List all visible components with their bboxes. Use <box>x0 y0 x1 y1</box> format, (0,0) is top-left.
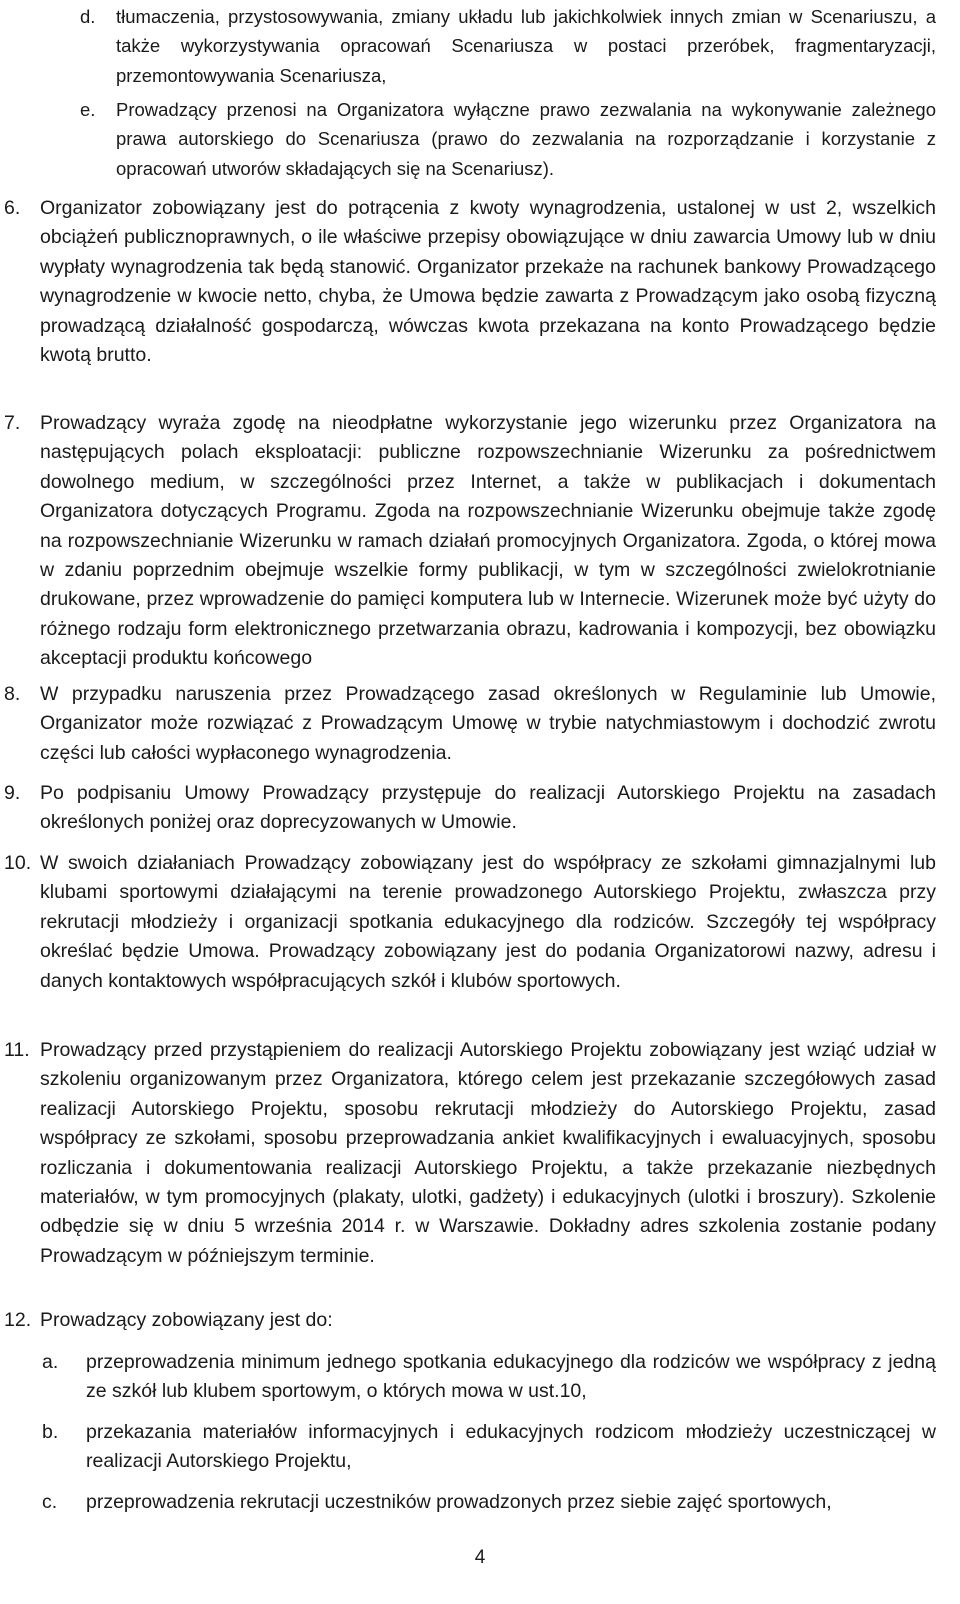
paragraph-text: Prowadzący przed przystąpieniem do realizacji Autorskiego Projektu zobowiązany jest wziąć udział w szkoleniu organizowanym przez Organizatora, którego celem jest przekazanie szczegółowych zasad realizacji Autorskiego Projektu, sposobu rekrutacji młodzieży do Autorskiego Projektu, zasad współpracy ze szkołami, sposobu przeprowadzania ankiet kwalifikacyjnych i ewaluacyjnych, sposobu rozliczania i dokumentowania realizacji Autorskiego Projektu, a także przekazanie niezbędnych materiałów, w tym promocyjnych (plakaty, ulotki, gadżety) i edukacyjnych (ulotki i broszury). Szkolenie odbędzie się w dniu 5 września 2014 r. w Warszawie. Dokładny adres szkolenia zostanie podany Prowadzącym w późniejszym terminie. <box>40 1039 936 1267</box>
list-marker: d. <box>80 6 96 27</box>
paragraph-12 <box>4 1306 936 1335</box>
paragraph-text: Organizator zobowiązany jest do potrącenia z kwoty wynagrodzenia, ustalonej w ust 2, wszelkich obciążeń publicznoprawnych, o ile właściwe przepisy obowiązujące w dniu zawarcia Umowy lub w dniu wypłaty wynagrodzenia tak będą stanowić. Organizator przekaże na rachunek bankowy Prowadzącego wynagrodzenie w kwocie netto, chyba, że Umowa będzie zawarta z Prowadzącym jako osobą fizyczną prowadzącą działalność gospodarczą, wówczas kwota przekazana na konto Prowadzącego będzie kwotą brutto. <box>40 197 936 367</box>
list-marker: e. <box>80 99 96 120</box>
paragraph-7 <box>4 409 936 674</box>
list-item-e <box>80 95 936 183</box>
paragraph-text: Prowadzący wyraża zgodę na nieodpłatne wykorzystanie jego wizerunku przez Organizatora na następujących polach eksploatacji: publiczne rozpowszechnianie Wizerunku za pośrednictwem dowolnego medium, w szczególności przez Internet, a także w publikacjach i dokumentach Organizatora dotyczących Programu. Zgoda na rozpowszechnianie Wizerunku obejmuje także zgodę na rozpowszechnianie Wizerunku w ramach działań promocyjnych Organizatora. Zgoda, o której mowa w zdaniu poprzednim obejmuje wszelkie formy publikacji, w tym w szczególności zwielokrotnianie drukowane, przez wprowadzenie do pamięci komputera lub w Internecie. Wizerunek może być użyty do różnego rodzaju form elektronicznego przetwarzania obrazu, kadrowania i kompozycji, bez obowiązku akceptacji produktu końcowego <box>40 412 936 670</box>
sub-item-text: przekazania materiałów informacyjnych i edukacyjnych rodzicom młodzieży uczestniczącej w realizacji Autorskiego Projektu, <box>86 1421 936 1473</box>
list-text: Prowadzący przenosi na Organizatora wyłączne prawo zezwalania na wykonywanie zależnego prawa autorskiego do Scenariusza (prawo do zezwalania na rozporządzanie i korzystanie z opracowań utworów składających się na Scenariusz). <box>116 99 936 179</box>
paragraph-text: W swoich działaniach Prowadzący zobowiązany jest do współpracy ze szkołami gimnazjalnymi lub klubami sportowymi działającymi na terenie prowadzonego Autorskiego Projektu, zwłaszcza przy rekrutacji młodzieży i organizacji spotkania edukacyjnego dla rodziców. Szczegóły tej współpracy określać będzie Umowa. Prowadzący zobowiązany jest do podania Organizatorowi nazwy, adresu i danych kontaktowych współpracujących szkół i klubów sportowych. <box>40 852 936 992</box>
sub-item-text: przeprowadzenia minimum jednego spotkania edukacyjnego dla rodziców we współpracy z jedną ze szkół lub klubem sportowym, o których mowa w ust.10, <box>86 1351 936 1403</box>
paragraph-11 <box>4 1036 936 1271</box>
paragraph-number: 7. <box>4 412 21 434</box>
paragraph-number: 6. <box>4 197 21 219</box>
sub-item-marker: b. <box>42 1421 59 1443</box>
paragraph-8 <box>4 680 936 768</box>
paragraph-number: 9. <box>4 782 21 804</box>
paragraph-9 <box>4 779 936 838</box>
paragraph-number: 11. <box>4 1039 30 1061</box>
sub-item-text: przeprowadzenia rekrutacji uczestników prowadzonych przez siebie zajęć sportowych, <box>86 1491 832 1513</box>
sub-item-12a <box>42 1348 936 1407</box>
list-item-d <box>80 2 936 90</box>
paragraph-text: Po podpisaniu Umowy Prowadzący przystępuje do realizacji Autorskiego Projektu na zasadach określonych poniżej oraz doprecyzowanych w Umowie. <box>40 782 936 834</box>
sub-item-marker: c. <box>42 1491 58 1513</box>
list-text: tłumaczenia, przystosowywania, zmiany układu lub jakichkolwiek innych zmian w Scenariuszu, a także wykorzystywania opracowań Scenariusza w postaci przeróbek, fragmentaryzacji, przemontowywania Scenariusza, <box>116 6 936 86</box>
paragraph-6 <box>4 194 936 370</box>
paragraph-number: 10. <box>4 852 32 874</box>
paragraph-10 <box>4 849 936 996</box>
paragraph-number: 12. <box>4 1309 32 1331</box>
paragraph-text: W przypadku naruszenia przez Prowadzącego zasad określonych w Regulaminie lub Umowie, Organizator może rozwiązać z Prowadzącym Umowę w trybie natychmiastowym i dochodzić zwrotu części lub całości wypłaconego wynagrodzenia. <box>40 683 936 764</box>
page-number: 4 <box>474 1547 486 1568</box>
sub-item-12b <box>42 1418 936 1477</box>
sub-item-marker: a. <box>42 1351 59 1373</box>
paragraph-text: Prowadzący zobowiązany jest do: <box>40 1309 333 1331</box>
sub-item-12c <box>42 1488 936 1517</box>
paragraph-number: 8. <box>4 683 21 705</box>
